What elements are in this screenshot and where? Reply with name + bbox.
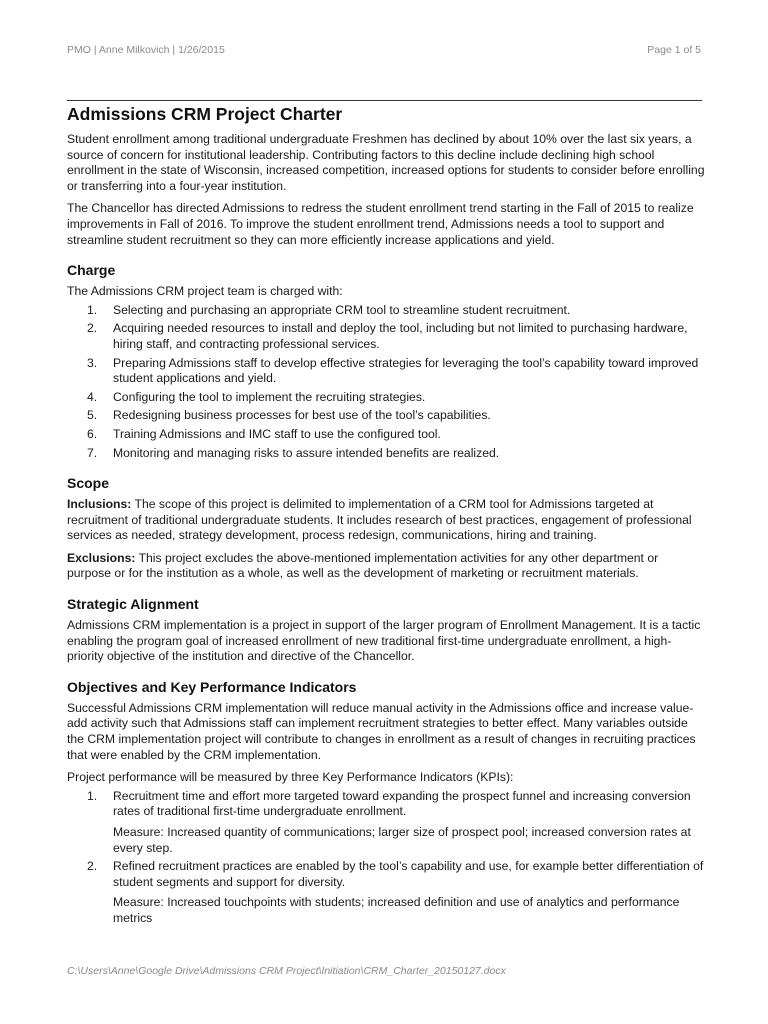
alignment-heading: Strategic Alignment xyxy=(67,596,199,613)
inclusions-label: Inclusions: xyxy=(67,497,132,512)
header-author-date: PMO | Anne Milkovich | 1/26/2015 xyxy=(67,44,225,56)
list-item: 5. Redesigning business processes for best use of the tool’s capabilities. xyxy=(87,408,491,423)
document-body xyxy=(67,103,705,930)
list-item: 3. Preparing Admissions staff to develop effective strategies for leveraging the tool’s capability toward improved student applications and yield. xyxy=(87,355,699,386)
kpi-measure: Measure: Increased quantity of communications; larger size of prospect pool; increased conversion rates at every step. xyxy=(113,825,691,855)
objectives-paragraph: Successful Admissions CRM implementation will reduce manual activity in the Admissions office and increase value-add activity such that Admissions staff can implement recruitment strategies to better effect. Many variables outside the CRM implementation project will contribute to changes in enrollment as a result of changes in recruiting practices that were enabled by the CRM implementation. xyxy=(67,700,696,762)
intro-paragraph-2: The Chancellor has directed Admissions to redress the student enrollment trend starting in the Fall of 2015 to realize improvements in Fall of 2016. To improve the student enrollment trend, Admissions needs a tool to support and streamline student recruitment so they can more efficiently increase applications and yield. xyxy=(67,201,694,247)
list-item: 1. Recruitment time and effort more targeted toward expanding the prospect funnel and increasing conversion rates of traditional first-time undergraduate enrollment. Measure: Increased quantity of communications; larger size of prospect pool; increased conversion rates at every step. xyxy=(67,789,705,856)
charge-heading: Charge xyxy=(67,262,116,279)
kpi-lead: Project performance will be measured by three Key Performance Indicators (KPIs): xyxy=(67,770,514,785)
title-rule xyxy=(67,100,702,101)
kpi-list xyxy=(67,789,705,927)
scope-inclusions: Inclusions: The scope of this project is delimited to implementation of a CRM tool for Admissions targeted at recruitment of traditional undergraduate students. It includes research of best practices, engagement of professional services as needed, strategy development, process redesign, communications, hiring and training. xyxy=(67,497,692,543)
header-page-number: Page 1 of 5 xyxy=(647,44,701,56)
document-title: Admissions CRM Project Charter xyxy=(67,104,343,124)
alignment-paragraph: Admissions CRM implementation is a project in support of the larger program of Enrollment Management. It is a tactic enabling the program goal of increased enrollment of new traditional first-time undergraduate enrollment, a high-priority objective of the institution and directive of the Chancellor. xyxy=(67,618,701,664)
list-item: 1. Selecting and purchasing an appropriate CRM tool to streamline student recruitment. xyxy=(87,302,571,317)
list-item: 2. Refined recruitment practices are enabled by the tool’s capability and use, for example better differentiation of student segments and support for diversity. Measure: Increased touchpoints with students; increased definition and use of analytics and performance metrics xyxy=(87,859,704,925)
list-item: 7. Monitoring and managing risks to assure intended benefits are realized. xyxy=(87,445,500,460)
list-item: 4. Configuring the tool to implement the recruiting strategies. xyxy=(87,389,426,404)
charge-lead: The Admissions CRM project team is charged with: xyxy=(67,284,343,299)
charge-list xyxy=(67,303,705,461)
intro-paragraph-1: Student enrollment among traditional undergraduate Freshmen has declined by about 10% over the last six years, a source of concern for institutional leadership. Contributing factors to this decline include declining high school enrollment in the state of Wisconsin, increased competition, increased options for students to consider before enrolling or transferring into a four-year institution. xyxy=(67,132,705,193)
page-header xyxy=(67,44,701,60)
list-item: 2. Acquiring needed resources to install and deploy the tool, including but not limited to purchasing hardware, hiring staff, and contracting professional services. xyxy=(87,321,688,351)
scope-heading: Scope xyxy=(67,475,110,492)
file-path-footer: C:\Users\Anne\Google Drive\Admissions CRM Project\Initiation\CRM_Charter_20150127.docx xyxy=(67,965,506,977)
scope-exclusions: Exclusions: This project excludes the above-mentioned implementation activities for any other department or purpose or for the institution as a whole, as well as the development of marketing or recruitment materials. xyxy=(67,550,659,581)
exclusions-label: Exclusions: xyxy=(67,550,136,565)
objectives-heading: Objectives and Key Performance Indicators xyxy=(67,678,357,695)
list-item: 6. Training Admissions and IMC staff to use the configured tool. xyxy=(87,426,441,441)
kpi-measure: Measure: Increased touchpoints with students; increased definition and use of analytics and performance metrics xyxy=(113,895,680,925)
